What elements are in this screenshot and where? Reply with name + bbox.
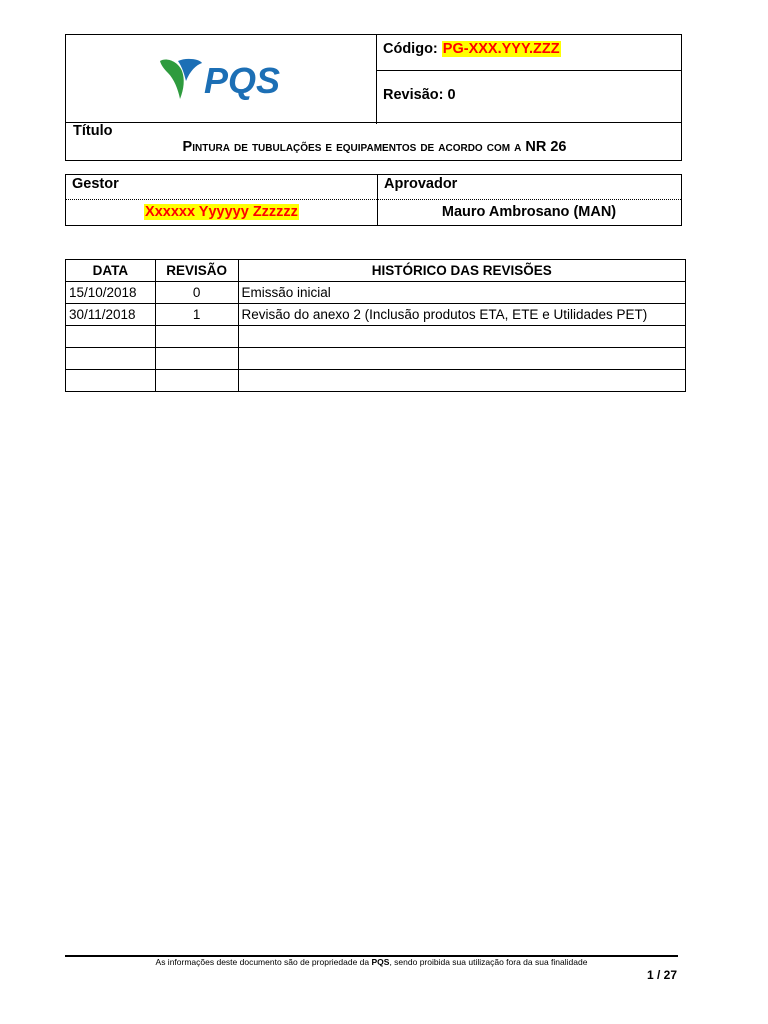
cell-revision: [155, 370, 238, 392]
dotted-separator: [66, 199, 681, 200]
cell-revision: [155, 326, 238, 348]
cell-history: Revisão do anexo 2 (Inclusão produtos ETA, ETE e Utilidades PET): [238, 304, 685, 326]
codigo-cell: [377, 35, 682, 71]
document-title: [66, 139, 683, 155]
gestor-aprovador-box: [65, 174, 682, 226]
cell-date: [66, 370, 156, 392]
pqs-logo: [156, 55, 291, 103]
cell-history: Emissão inicial: [238, 282, 685, 304]
revision-history-table: [65, 259, 686, 392]
titulo-box: [65, 122, 682, 161]
titulo-label: Título: [73, 123, 113, 139]
cell-revision: [155, 348, 238, 370]
aprovador-label: Aprovador: [384, 176, 458, 192]
table-header-row: [66, 260, 686, 282]
table-row: [66, 348, 686, 370]
footer-notice: [65, 957, 678, 967]
gestor-label: Gestor: [72, 176, 119, 192]
revisao-cell: Revisão: 0: [383, 87, 456, 103]
document-header: [65, 34, 682, 123]
cell-date: 30/11/2018: [66, 304, 156, 326]
table-row: [66, 282, 686, 304]
gestor-name: Xxxxxx Yyyyyy Zzzzzz: [145, 204, 298, 220]
footer-brand: PQS: [371, 957, 390, 967]
header-revisao: REVISÃO: [155, 260, 238, 282]
header-historico: HISTÓRICO DAS REVISÕES: [238, 260, 685, 282]
cell-revision: 1: [155, 304, 238, 326]
aprovador-value: Mauro Ambrosano (MAN): [441, 204, 617, 220]
table-row: [66, 326, 686, 348]
footer-text-before: As informações deste documento são de propriedade da: [155, 957, 370, 967]
cell-revision: 0: [155, 282, 238, 304]
cell-history: [238, 370, 685, 392]
table-row: [66, 370, 686, 392]
gestor-value: [66, 204, 377, 220]
cell-history: [238, 326, 685, 348]
cell-date: [66, 348, 156, 370]
table-row: [66, 304, 686, 326]
cell-history: [238, 348, 685, 370]
cell-date: [66, 326, 156, 348]
footer-text-after: , sendo proibida sua utilização fora da sua finalidade: [389, 957, 588, 967]
codigo-label: Código:: [383, 41, 438, 57]
logo-text: PQS: [204, 60, 281, 101]
cell-date: 15/10/2018: [66, 282, 156, 304]
header-data: DATA: [66, 260, 156, 282]
codigo-value: PG-XXX.YYY.ZZZ: [442, 41, 560, 57]
title-tail: NR 26: [525, 139, 567, 155]
page-number: 1 / 27: [646, 968, 677, 982]
logo-leaf-green: [160, 59, 184, 99]
logo-cell: [66, 35, 377, 124]
title-main: Pintura de tubulações e equipamentos de acordo com a: [182, 139, 522, 155]
